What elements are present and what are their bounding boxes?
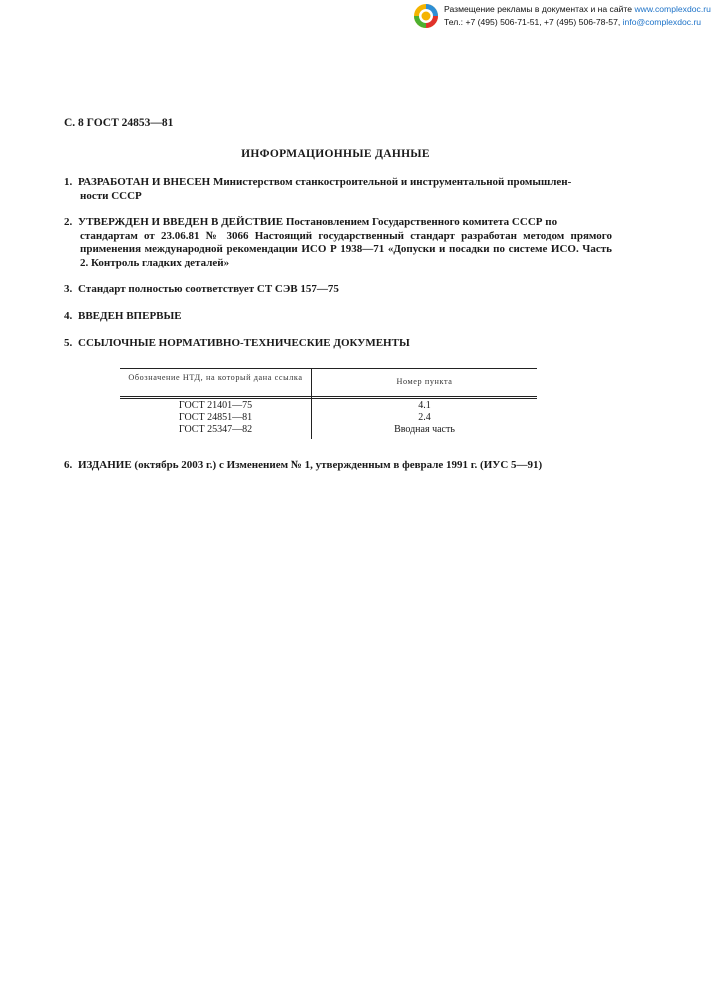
ad-text-1: Размещение рекламы в документах и на сайте: [444, 4, 635, 14]
table-row: [120, 423, 537, 435]
item-number: 3.: [64, 283, 73, 295]
list-item-2: [64, 216, 612, 270]
table-cell: 2.4: [418, 412, 431, 423]
item-text-cont: стандартам от 23.06.81 № 3066 Настоящий государственный стандарт разработан методом прямого применения международной рекомендации ИСО Р 1938—71 «Допуски и посадки по системе ИСО. Часть 2. Контроль гладких деталей»: [80, 229, 612, 269]
table-row: [120, 411, 537, 423]
ad-text-2: Тел.: +7 (495) 506-71-51, +7 (495) 506-78-57,: [444, 17, 623, 27]
item-number: 6.: [64, 459, 73, 471]
page-header: С. 8 ГОСТ 24853—81: [64, 117, 174, 129]
item-text: ИЗДАНИЕ (октябрь 2003 г.) с Изменением № 1, утвержденным в феврале 1991 г. (ИУС 5—91): [78, 459, 543, 471]
item-text: ВВЕДЕН ВПЕРВЫЕ: [78, 310, 182, 322]
item-text: Стандарт полностью соответствует СТ СЭВ 157—75: [78, 283, 339, 295]
list-item-5: [64, 337, 612, 351]
table-header: [120, 368, 537, 399]
gear-sun-logo-icon: [413, 3, 439, 29]
item-number: 5.: [64, 337, 73, 349]
item-text-cont: ности СССР: [80, 189, 142, 202]
ad-line-2: [444, 15, 701, 29]
reference-table: [120, 368, 537, 440]
list-item-1: [64, 176, 612, 203]
email-link[interactable]: info@complexdoc.ru: [622, 17, 702, 27]
table-body: [120, 399, 537, 440]
table-row: [120, 399, 537, 411]
table-cell: ГОСТ 21401—75: [178, 400, 253, 411]
item-text: РАЗРАБОТАН И ВНЕСЕН Министерством станкостроительной и инструментальной промышлен-: [78, 176, 572, 188]
item-number: 2.: [64, 216, 73, 228]
item-number: 4.: [64, 310, 73, 322]
table-cell: ГОСТ 24851—81: [178, 412, 253, 423]
table-cell: 4.1: [418, 400, 431, 411]
item-number: 1.: [64, 176, 73, 188]
page-title: ИНФОРМАЦИОННЫЕ ДАННЫЕ: [241, 148, 430, 160]
item-text: УТВЕРЖДЕН И ВВЕДЕН В ДЕЙСТВИЕ Постановлением Государственного комитета СССР по: [78, 216, 558, 228]
list-item-4: [64, 310, 612, 324]
list-item-3: [64, 283, 612, 297]
table-cell: Вводная часть: [394, 424, 455, 435]
site-link[interactable]: www.complexdoc.ru: [634, 4, 711, 14]
item-text: ССЫЛОЧНЫЕ НОРМАТИВНО-ТЕХНИЧЕСКИЕ ДОКУМЕНТЫ: [78, 337, 410, 349]
column-header-ntd: Обозначение НТД, на который дана ссылка: [128, 373, 303, 382]
column-header-clause: Номер пункта: [396, 377, 453, 386]
list-item-6: [64, 459, 664, 473]
ad-banner: [413, 2, 709, 30]
ad-line-1: [444, 2, 711, 16]
table-cell: ГОСТ 25347—82: [178, 424, 253, 435]
